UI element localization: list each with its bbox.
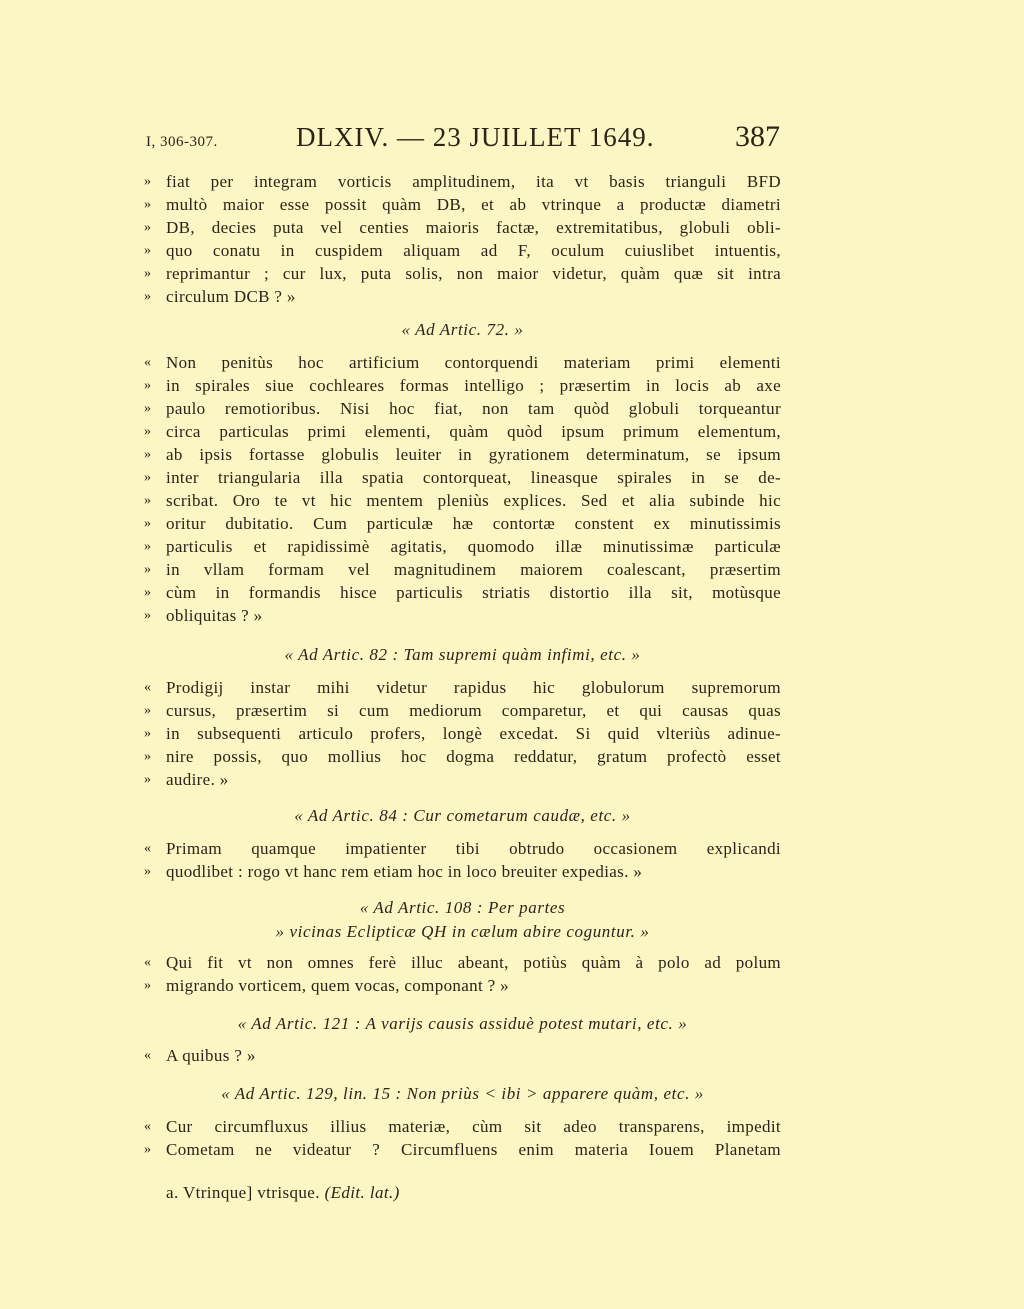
quote-mark: » [144,749,151,764]
text-line [144,397,781,420]
footnote-text: a. Vtrinque] vtrisque. [166,1183,320,1202]
quote-mark: « [144,355,151,370]
text-line [144,558,781,581]
quote-mark: » [144,978,151,993]
quote-mark: » [144,289,151,304]
line-text: nire possis, quo mollius hoc dogma reddatur, gratum profectò esset [166,747,781,766]
line-text: cùm in formandis hisce particulis striatis distortio illa sit, motùsque [166,583,781,602]
line-text: Prodigij instar mihi videtur rapidus hic globulorum supremorum [166,678,781,697]
text-line [144,722,781,745]
text-line [144,351,781,374]
line-text: reprimantur ; cur lux, puta solis, non maior videtur, quàm quæ sit intra [166,264,781,283]
line-text: Non penitùs hoc artificium contorquendi materiam primi elementi [166,353,781,372]
text-line [144,837,781,860]
text-line [144,1044,781,1067]
text-line [144,699,781,722]
text-line [144,285,781,308]
text-line [144,489,781,512]
line-text: migrando vorticem, quem vocas, componant ? » [166,976,510,995]
page-header [146,118,786,160]
section-heading: » vicinas Eclipticæ QH in cælum abire coguntur. » [275,922,650,941]
line-text: Qui fit vt non omnes ferè illuc abeant, potiùs quàm à polo ad polum [166,953,781,972]
text-line [144,604,781,627]
quote-mark: » [144,608,151,623]
line-text: Cur circumfluxus illius materiæ, cùm sit adeo transparens, impedit [166,1117,781,1136]
line-text: particulis et rapidissimè agitatis, quomodo illæ minutissimæ particulæ [166,537,781,556]
footnote [166,1181,400,1205]
text-line [144,860,781,883]
text-line [144,974,781,997]
quote-mark: » [144,197,151,212]
quote-mark: » [144,378,151,393]
section-heading: « Ad Artic. 121 : A varijs causis assiduè potest mutari, etc. » [237,1014,688,1033]
text-line [144,374,781,397]
quote-mark: » [144,174,151,189]
text-line [144,466,781,489]
quote-mark: » [144,562,151,577]
text-line [144,768,781,791]
section-heading: « Ad Artic. 82 : Tam supremi quàm infimi, etc. » [284,645,641,664]
quote-mark: « [144,1119,151,1134]
text-line [144,170,781,193]
footnote-edition: (Edit. lat.) [324,1183,400,1202]
text-line [144,239,781,262]
line-text: inter triangularia illa spatia contorqueat, lineasque spirales in se de- [166,468,781,487]
line-text: circa particulas primi elementi, quàm quòd ipsum primum elementum, [166,422,781,441]
quote-mark: » [144,493,151,508]
quote-mark: » [144,1142,151,1157]
line-text: obliquitas ? » [166,606,263,625]
text-line [144,216,781,239]
line-text: fiat per integram vorticis amplitudinem, ita vt basis trianguli BFD [166,172,781,191]
text-line [144,676,781,699]
line-text: in vllam formam vel magnitudinem maiorem coalescant, præsertim [166,560,781,579]
text-line [144,951,781,974]
line-text: circulum DCB ? » [166,287,296,306]
letter-title: DLXIV. — 23 JUILLET 1649. [296,122,655,152]
text-line [144,745,781,768]
line-text: ab ipsis fortasse globulis leuiter in gyrationem determinatum, se ipsum [166,445,781,464]
text-line [144,535,781,558]
text-line [144,262,781,285]
line-text: A quibus ? » [166,1046,256,1065]
line-text: scribat. Oro te vt hic mentem pleniùs explices. Sed et alia subinde hic [166,491,781,510]
quote-mark: » [144,243,151,258]
section-heading: « Ad Artic. 129, lin. 15 : Non priùs < ibi > apparere quàm, etc. » [221,1084,704,1103]
section-heading: « Ad Artic. 108 : Per partes [359,898,566,917]
quote-mark: « [144,841,151,856]
quote-mark: « [144,680,151,695]
line-text: in spirales siue cochleares formas intelligo ; præsertim in locis ab axe [166,376,781,395]
line-text: quo conatu in cuspidem aliquam ad F, oculum cuiuslibet intuentis, [166,241,781,260]
quote-mark: » [144,726,151,741]
text-line [144,420,781,443]
quote-mark: « [144,1048,151,1063]
line-text: in subsequenti articulo profers, longè excedat. Si quid vlteriùs adinue- [166,724,781,743]
quote-mark: » [144,516,151,531]
quote-mark: » [144,220,151,235]
quote-mark: » [144,447,151,462]
text-line [144,1138,781,1161]
quote-mark: » [144,585,151,600]
text-line [144,193,781,216]
line-text: paulo remotioribus. Nisi hoc fiat, non tam quòd globuli torqueantur [166,399,781,418]
quote-mark: » [144,470,151,485]
text-line [144,512,781,535]
line-text: Primam quamque impatienter tibi obtrudo occasionem explicandi [166,839,781,858]
quote-mark: » [144,864,151,879]
line-text: cursus, præsertim si cum mediorum comparetur, et qui causas quas [166,701,781,720]
quote-mark: » [144,772,151,787]
text-line [144,443,781,466]
text-line [144,1115,781,1138]
section-heading: « Ad Artic. 72. » [401,320,524,339]
line-text: oritur dubitatio. Cum particulæ hæ contortæ constent ex minutissimis [166,514,781,533]
line-text: DB, decies puta vel centies maioris factæ, extremitatibus, globuli obli- [166,218,781,237]
quote-mark: » [144,703,151,718]
quote-mark: « [144,955,151,970]
quote-mark: » [144,401,151,416]
line-text: Cometam ne videatur ? Circumfluens enim materia Iouem Planetam [166,1140,781,1159]
quote-mark: » [144,424,151,439]
volume-reference: I, 306-307. [146,134,218,150]
section-heading: « Ad Artic. 84 : Cur cometarum caudæ, etc. » [294,806,631,825]
line-text: multò maior esse possit quàm DB, et ab vtrinque a productæ diametri [166,195,781,214]
text-line [144,581,781,604]
quote-mark: » [144,266,151,281]
quote-mark: » [144,539,151,554]
line-text: quodlibet : rogo vt hanc rem etiam hoc in loco breuiter expedias. » [166,862,643,881]
line-text: audire. » [166,770,229,789]
page-number: 387 [735,120,780,153]
